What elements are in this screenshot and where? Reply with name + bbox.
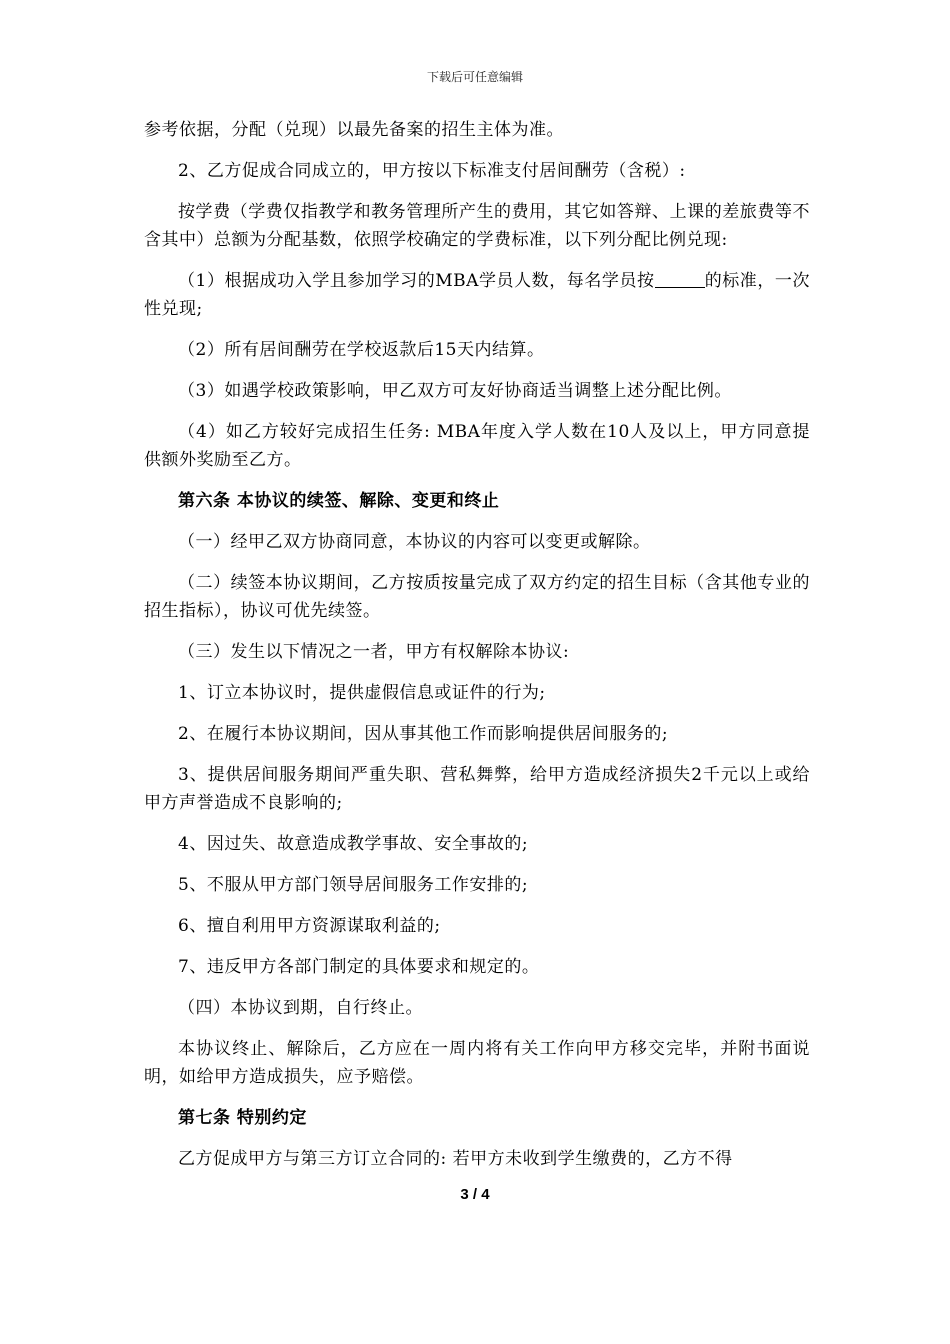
page-header-note: 下载后可任意编辑: [426, 70, 523, 84]
paragraph-tuition-basis: 按学费（学费仅指教学和教务管理所产生的费用，其它如答辩、上课的差旅费等不含其中）总额为分配基数，依照学校确定的学费标准，以下列分配比例兑现:: [144, 202, 810, 250]
paragraph-clause-2: （二）续签本协议期间，乙方按质按量完成了双方约定的招生目标（含其他专业的招生指标），协议可优先续签。: [144, 573, 810, 621]
paragraph-termination-handover: 本协议终止、解除后，乙方应在一周内将有关工作向甲方移交完毕，并附书面说明，如给甲方造成损失，应予赔偿。: [144, 1039, 810, 1087]
page-number: 3 / 4: [460, 1186, 490, 1203]
item-1-text-after: 的标准，一次性兑现;: [144, 271, 810, 319]
paragraph-payment-standard: 2、乙方促成合同成立的，甲方按以下标准支付居间酬劳（含税）:: [178, 161, 686, 181]
paragraph-clause-3: （三）发生以下情况之一者，甲方有权解除本协议:: [178, 642, 570, 662]
section-heading-article-6: 第六条 本协议的续签、解除、变更和终止: [178, 491, 500, 511]
item-1-text-before: （1）根据成功入学且参加学习的MBA学员人数，每名学员按: [178, 271, 655, 291]
list-item-1: 1、订立本协议时，提供虚假信息或证件的行为;: [178, 683, 546, 703]
list-item-3: 3、提供居间服务期间严重失职、营私舞弊，给甲方造成经济损失2千元以上或给甲方声誉造成不良影响的;: [144, 765, 810, 813]
paragraph-item-1: [144, 267, 810, 323]
list-item-5: 5、不服从甲方部门领导居间服务工作安排的;: [178, 875, 529, 895]
list-item-7: 7、违反甲方各部门制定的具体要求和规定的。: [178, 957, 540, 977]
section-heading-article-7: 第七条 特别约定: [178, 1108, 307, 1128]
list-item-4: 4、因过失、故意造成教学事故、安全事故的;: [178, 834, 529, 854]
fill-in-blank: [655, 269, 705, 288]
paragraph-continuation: 参考依据，分配（兑现）以最先备案的招生主体为准。: [144, 120, 564, 140]
paragraph-item-4: （4）如乙方较好完成招生任务: MBA年度入学人数在10人及以上，甲方同意提供额外奖励至乙方。: [144, 422, 810, 470]
paragraph-clause-4: （四）本协议到期，自行终止。: [178, 998, 423, 1018]
paragraph-item-2: （2）所有居间酬劳在学校返款后15天内结算。: [178, 340, 545, 360]
paragraph-special-agreement: 乙方促成甲方与第三方订立合同的: 若甲方未收到学生缴费的，乙方不得: [178, 1149, 733, 1169]
list-item-2: 2、在履行本协议期间，因从事其他工作而影响提供居间服务的;: [178, 724, 669, 744]
list-item-6: 6、擅自利用甲方资源谋取利益的;: [178, 916, 441, 936]
paragraph-clause-1: （一）经甲乙双方协商同意，本协议的内容可以变更或解除。: [178, 532, 651, 552]
document-body: [144, 116, 810, 1173]
paragraph-item-3: （3）如遇学校政策影响，甲乙双方可友好协商适当调整上述分配比例。: [178, 381, 732, 401]
